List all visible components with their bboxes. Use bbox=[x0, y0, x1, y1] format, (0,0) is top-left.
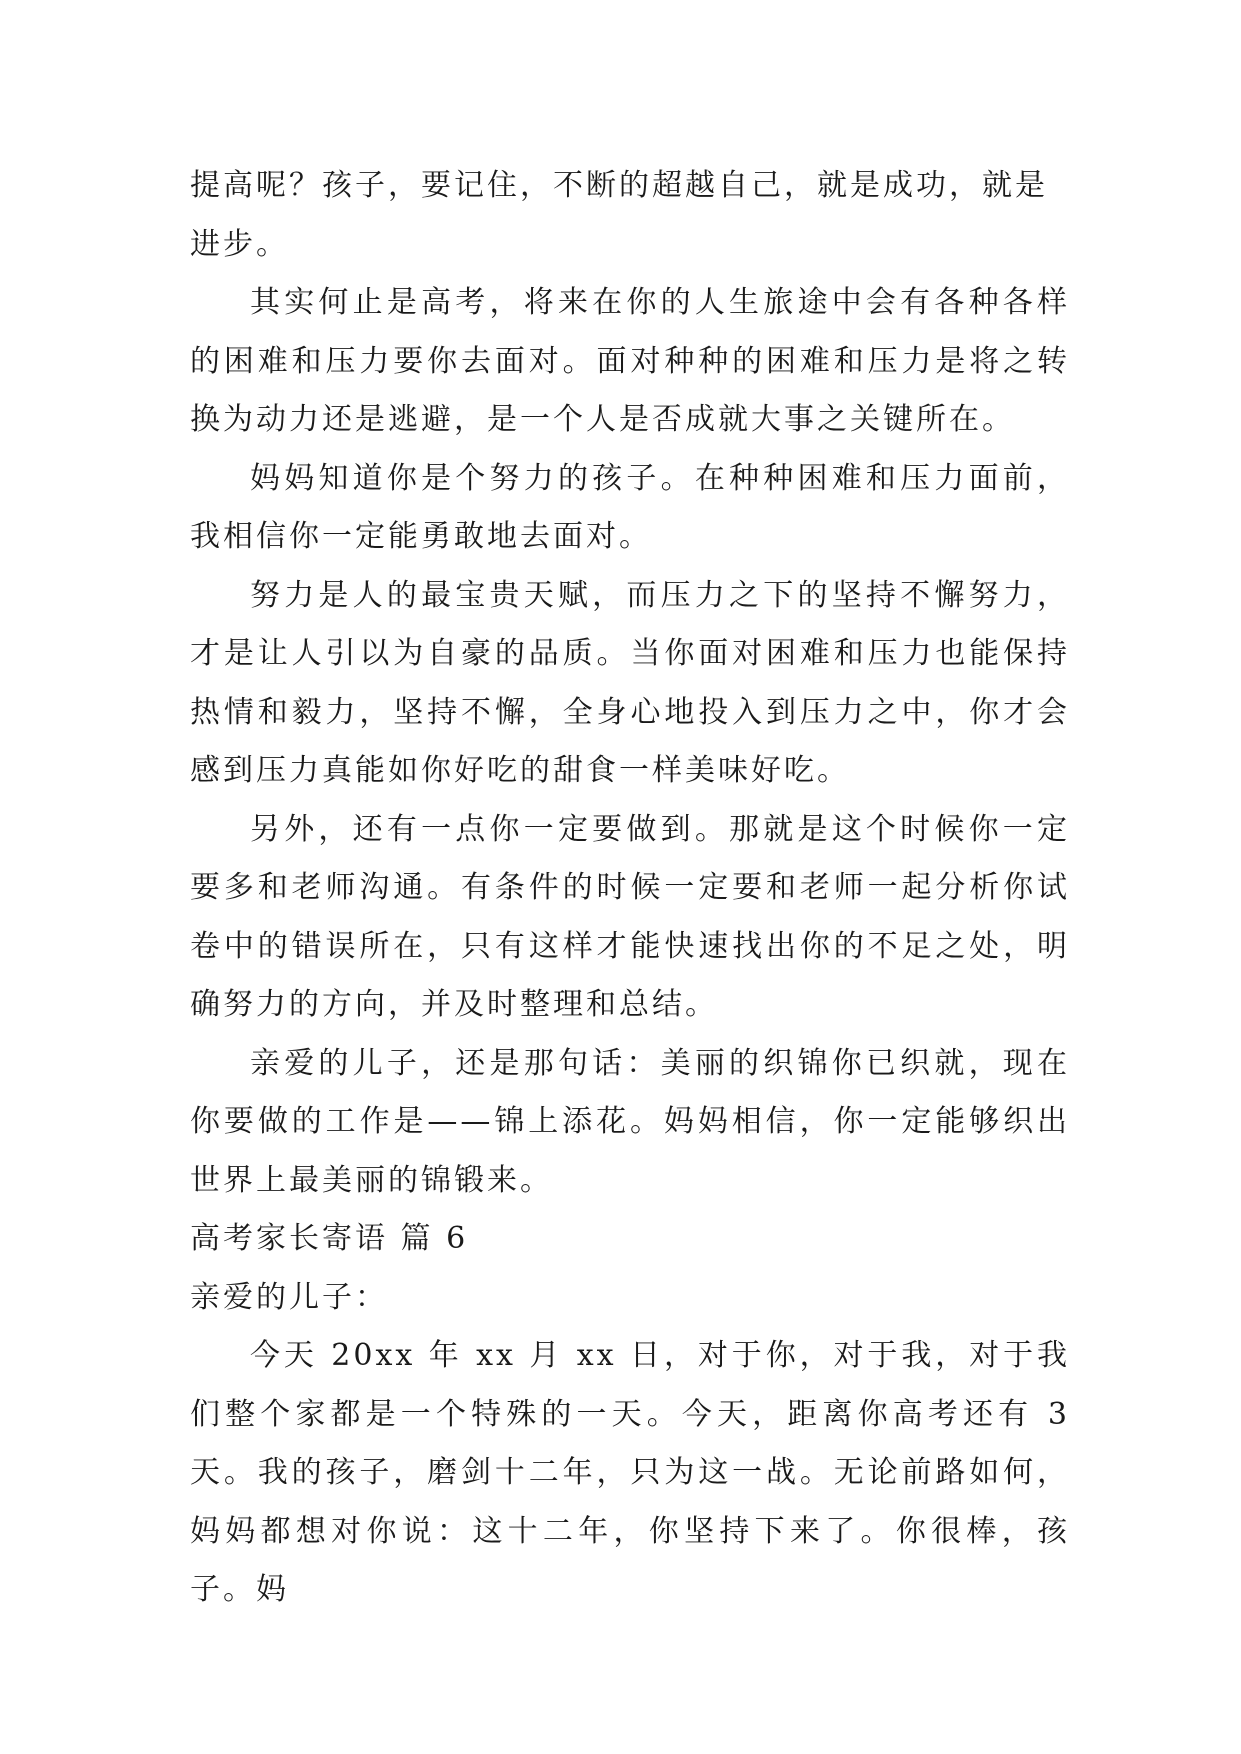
paragraph-brocade: 亲爱的儿子，还是那句话：美丽的织锦你已织就，现在你要做的工作是——锦上添花。妈妈相信，你一定能够织出世界上最美丽的锦锻来。 bbox=[190, 1045, 1070, 1198]
paragraph-gaokao-pressure: 其实何止是高考，将来在你的人生旅途中会有各种各样的困难和压力要你去面对。面对种种的困难和压力是将之转换为动力还是逃避，是一个人是否成就大事之关键所在。 bbox=[190, 285, 1070, 437]
paragraph-teacher: 另外，还有一点你一定要做到。那就是这个时候你一定要多和老师沟通。有条件的时候一定要和老师一起分析你试卷中的错误所在，只有这样才能快速找出你的不足之处，明确努力的方向，并及时整理和总结。 bbox=[190, 811, 1070, 1022]
paragraph-continuation: 提高呢？孩子，要记住，不断的超越自己，就是成功，就是进步。 bbox=[190, 168, 1048, 262]
section-heading: 高考家长寄语 篇 6 bbox=[190, 1221, 469, 1256]
paragraph-mom-knows: 妈妈知道你是个努力的孩子。在种种困难和压力面前，我相信你一定能勇敢地去面对。 bbox=[190, 460, 1070, 554]
paragraph-today: 今天 20xx 年 xx 月 xx 日，对于你，对于我，对于我们整个家都是一个特殊的一天。今天，距离你高考还有 3 天。我的孩子，磨剑十二年，只为这一战。无论前路如何，妈妈都想对你说：这十二年，你坚持下来了。你很棒，孩子。妈 bbox=[190, 1338, 1070, 1607]
salutation: 亲爱的儿子： bbox=[190, 1279, 388, 1315]
paragraph-effort: 努力是人的最宝贵天赋，而压力之下的坚持不懈努力，才是让人引以为自豪的品质。当你面对困难和压力也能保持热情和毅力，坚持不懈，全身心地投入到压力之中，你才会感到压力真能如你好吃的甜食一样美味好吃。 bbox=[190, 577, 1070, 788]
document-page bbox=[190, 157, 1070, 1620]
